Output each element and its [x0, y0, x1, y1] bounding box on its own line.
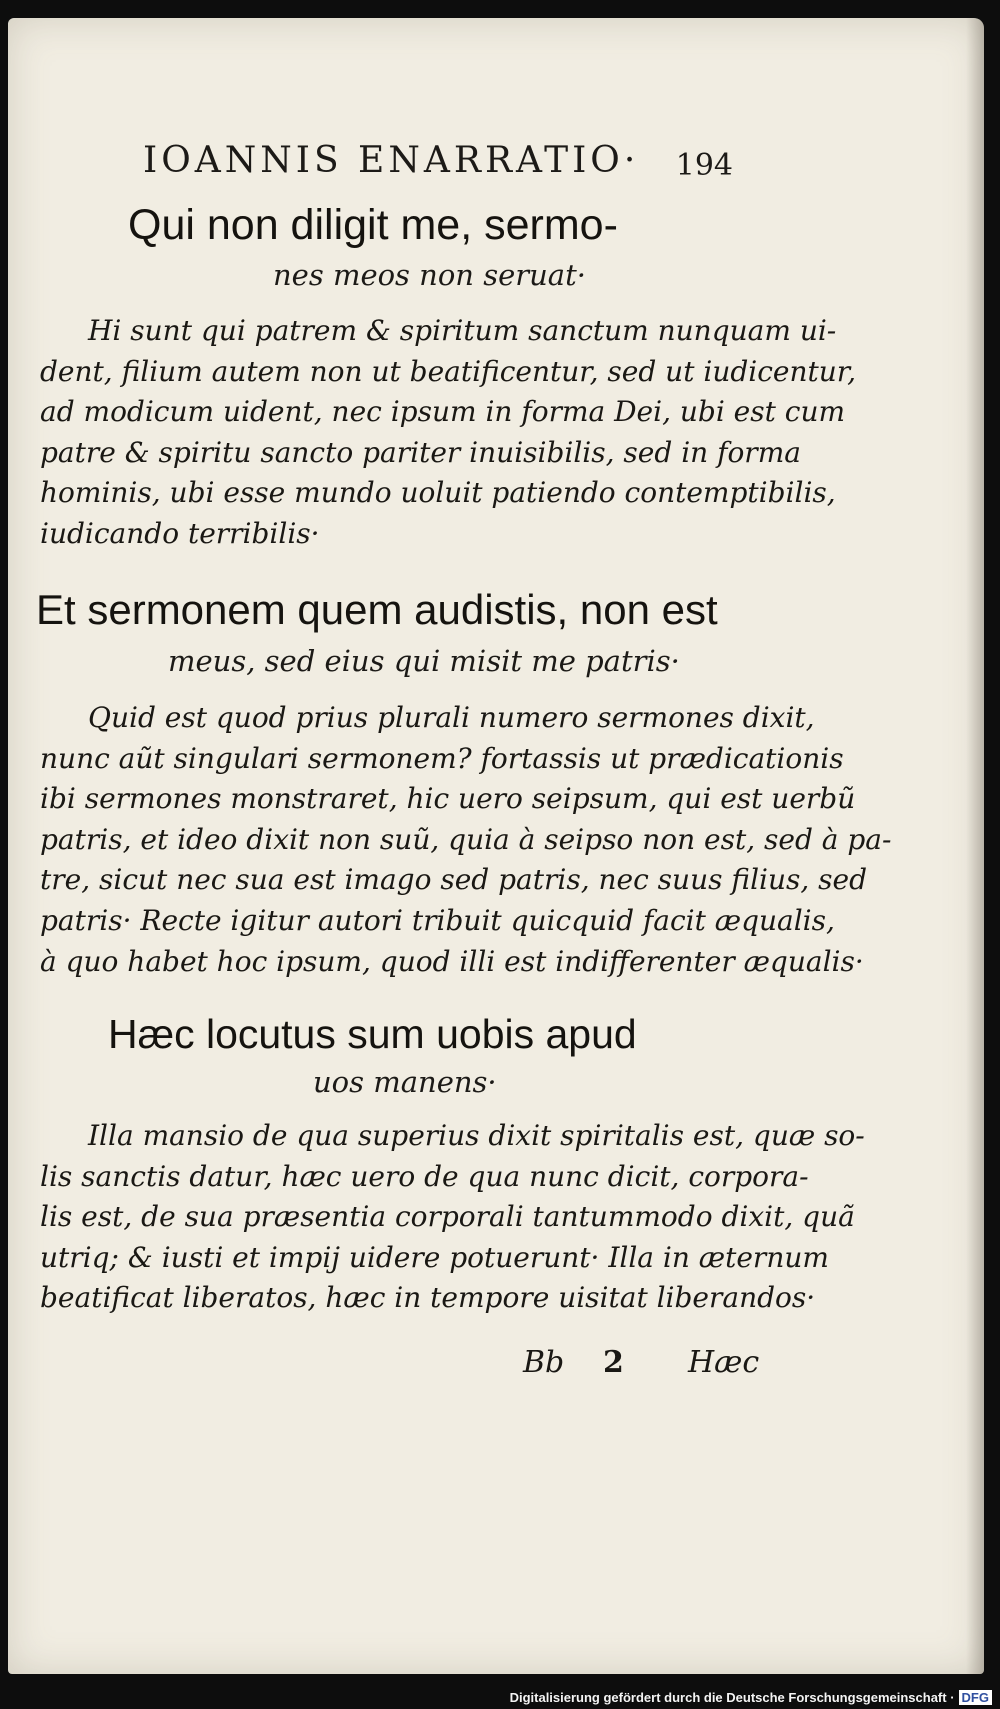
- lemma-subheading: uos manens·: [313, 1065, 497, 1099]
- page-edge-shadow: [966, 18, 984, 1674]
- text-line: Quid est quod prius plurali numero sermones dixit,: [88, 701, 815, 734]
- text-line: nunc aũt singulari sermonem? fortassis ut prædicationis: [40, 741, 844, 775]
- lemma-subheading: nes meos non seruat·: [273, 258, 586, 292]
- text-line: iudicando terribilis·: [40, 516, 320, 550]
- credit-text: Digitalisierung gefördert durch die Deutsche Forschungsgemeinschaft ·: [509, 1690, 955, 1705]
- text-line: dent, filium autem non ut beatificentur, sed ut iudicentur,: [40, 354, 857, 388]
- lemma-heading: Hæc locutus sum uobis apud: [108, 1011, 637, 1057]
- running-title: IOANNIS ENARRATIO·: [143, 140, 640, 181]
- text-line: patris, et ideo dixit non suũ, quia à seipso non est, sed à pa-: [40, 822, 892, 856]
- text-line: ad modicum uident, nec ipsum in forma Dei, ubi est cum: [40, 395, 846, 429]
- text-line: lis est, de sua præsentia corporali tantummodo dixit, quã: [40, 1200, 855, 1234]
- text-line: hominis, ubi esse mundo uoluit patiendo contemptibilis,: [40, 476, 836, 510]
- text-line: beatificat liberatos, hæc in tempore uisitat liberandos·: [40, 1281, 816, 1315]
- commentary-paragraph: [40, 698, 892, 982]
- text-line: lis sanctis datur, hæc uero de qua nunc dicit, corpora-: [40, 1159, 809, 1193]
- page-header: [143, 140, 733, 190]
- lemma-subheading: meus, sed eius qui misit me patris·: [168, 644, 680, 678]
- lemma-heading: Qui non diligit me, sermo-: [128, 201, 618, 249]
- text-line: utriq; & iusti et impij uidere potuerunt· Illa in æternum: [40, 1240, 829, 1274]
- text-line: tre, sicut nec sua est imago sed patris, nec suus filius, sed: [40, 863, 868, 897]
- lemma-heading: Et sermonem quem audistis, non est: [36, 586, 718, 633]
- text-line: Illa mansio de qua superius dixit spiritalis est, quæ so-: [88, 1119, 865, 1152]
- book-page: [8, 18, 984, 1674]
- dfg-logo: DFG: [959, 1690, 992, 1705]
- catchword: Hæc: [688, 1345, 760, 1380]
- folio-number: 194: [675, 148, 733, 183]
- commentary-paragraph: [40, 311, 857, 555]
- text-line: à quo habet hoc ipsum, quod illi est indifferenter æqualis·: [40, 944, 864, 978]
- signature-number: 2: [603, 1345, 624, 1380]
- commentary-paragraph: [40, 1116, 865, 1319]
- text-line: patre & spiritu sancto pariter inuisibilis, sed in forma: [40, 435, 801, 469]
- text-line: patris· Recte igitur autori tribuit quicquid facit æqualis,: [40, 903, 835, 937]
- text-line: ibi sermones monstraret, hic uero seipsum, qui est uerbũ: [40, 782, 856, 816]
- signature-mark: Bb: [523, 1345, 565, 1380]
- digitization-credit: [510, 1690, 992, 1705]
- text-line: Hi sunt qui patrem & spiritum sanctum nunquam ui-: [88, 314, 837, 347]
